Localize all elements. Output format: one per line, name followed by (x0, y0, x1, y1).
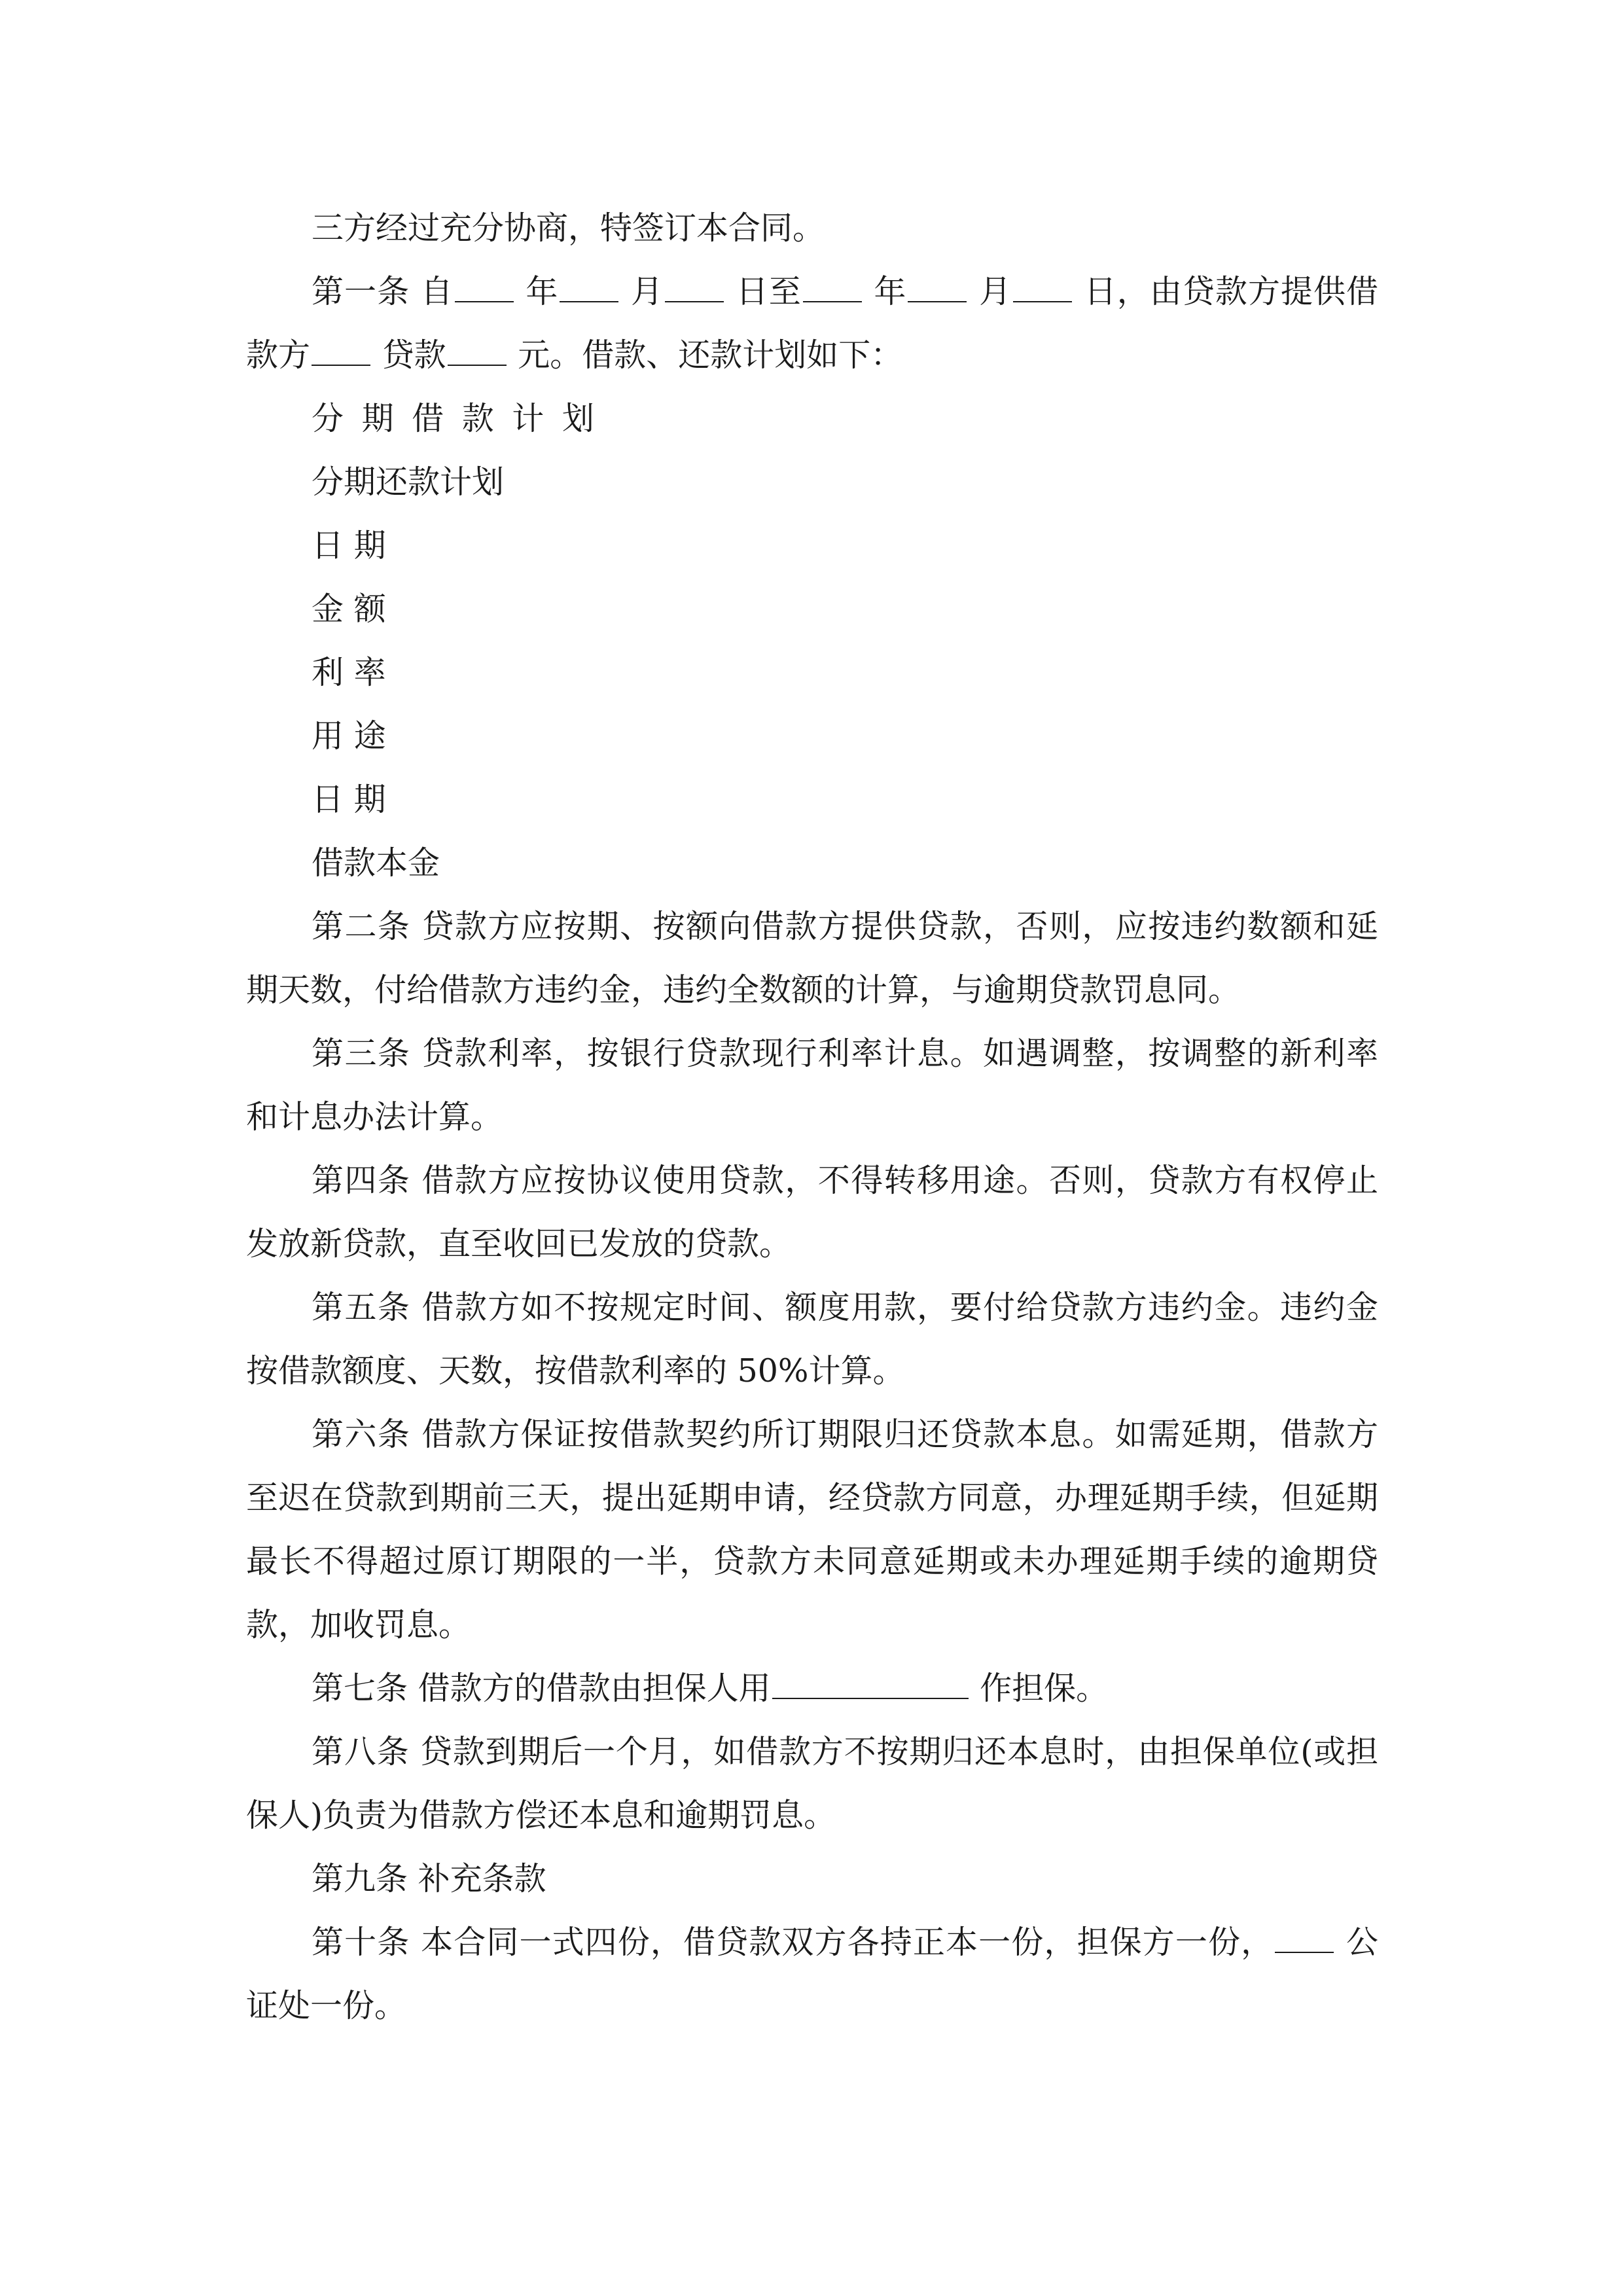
blank-guarantee (772, 1669, 969, 1699)
document-body (246, 196, 1378, 2037)
article-10-text: 第十条 本合同一式四份，借贷款双方各持正本一份，担保方一份， (312, 1924, 1274, 1961)
plan-heading: 分 期 借 款 计 划 (312, 400, 598, 437)
article-4: 第四条 借款方应按协议使用贷款，不得转移用途。否则，贷款方有权停止发放新贷款，直至收回已发放的贷款。 (246, 1162, 1378, 1263)
day-2-clause: 日，由贷款方提供借款方 (246, 273, 1379, 374)
loan-label: 贷款 (382, 336, 446, 374)
blank-amount (448, 336, 507, 366)
article-3: 第三条 贷款利率，按银行贷款现行利率计息。如遇调整，按调整的新利率和计息办法计算。 (246, 1035, 1378, 1136)
article-1 (246, 260, 1378, 387)
article-5: 第五条 借款方如不按规定时间、额度用款，要付给贷款方违约金。违约金按借款额度、天数，按借款利率的 50%计算。 (246, 1289, 1378, 1390)
blank-borrower (312, 336, 370, 366)
blank-month-2 (908, 272, 967, 302)
intro-paragraph: 三方经过充分协商，特签订本合同。 (312, 209, 825, 247)
article-7 (246, 1657, 1378, 1720)
table-item-amount: 金 额 (312, 590, 386, 628)
blank-day-2 (1013, 272, 1072, 302)
article-1-label: 第一条 自 (312, 273, 454, 310)
principal-label: 借款本金 (312, 844, 440, 882)
article-7-text: 第七条 借款方的借款由担保人用 (312, 1670, 771, 1707)
month-2-label: 月 (979, 273, 1012, 310)
day-to-label: 日至 (736, 273, 802, 310)
blank-month-1 (560, 272, 618, 302)
article-7-tail: 作担保。 (980, 1670, 1109, 1707)
article-6: 第六条 借款方保证按借款契约所订期限归还贷款本息。如需延期，借款方至迟在贷款到期前三天，提出延期申请，经贷款方同意，办理延期手续，但延期最长不得超过原订期限的一半，贷款方未同意延期或未办理延期手续的逾期贷款，加收罚息。 (246, 1416, 1378, 1643)
article-9: 第九条 补充条款 (312, 1860, 546, 1897)
article-8: 第八条 贷款到期后一个月，如借款方不按期归还本息时，由担保单位(或担保人)负责为借款方偿还本息和逾期罚息。 (246, 1733, 1378, 1834)
month-1-label: 月 (631, 273, 664, 310)
table-item-purpose: 用 途 (312, 717, 386, 755)
year-2-label: 年 (874, 273, 907, 310)
year-1-label: 年 (526, 273, 559, 310)
table-item-rate: 利 率 (312, 654, 386, 691)
table-item-date-2: 日 期 (312, 781, 386, 818)
article-10 (246, 1910, 1378, 2037)
blank-year-1 (455, 272, 514, 302)
article-10-tail: 公证处一份。 (246, 1924, 1378, 2024)
yuan-clause: 元。借款、还款计划如下： (518, 336, 903, 374)
article-2: 第二条 贷款方应按期、按额向借款方提供贷款，否则，应按违约数额和延期天数，付给借款方违约金，违约全数额的计算，与逾期贷款罚息同。 (246, 908, 1378, 1009)
blank-day-1 (665, 272, 724, 302)
blank-year-2 (803, 272, 862, 302)
repay-heading: 分期还款计划 (312, 463, 505, 501)
blank-notary (1275, 1923, 1334, 1953)
table-item-date: 日 期 (312, 527, 386, 564)
